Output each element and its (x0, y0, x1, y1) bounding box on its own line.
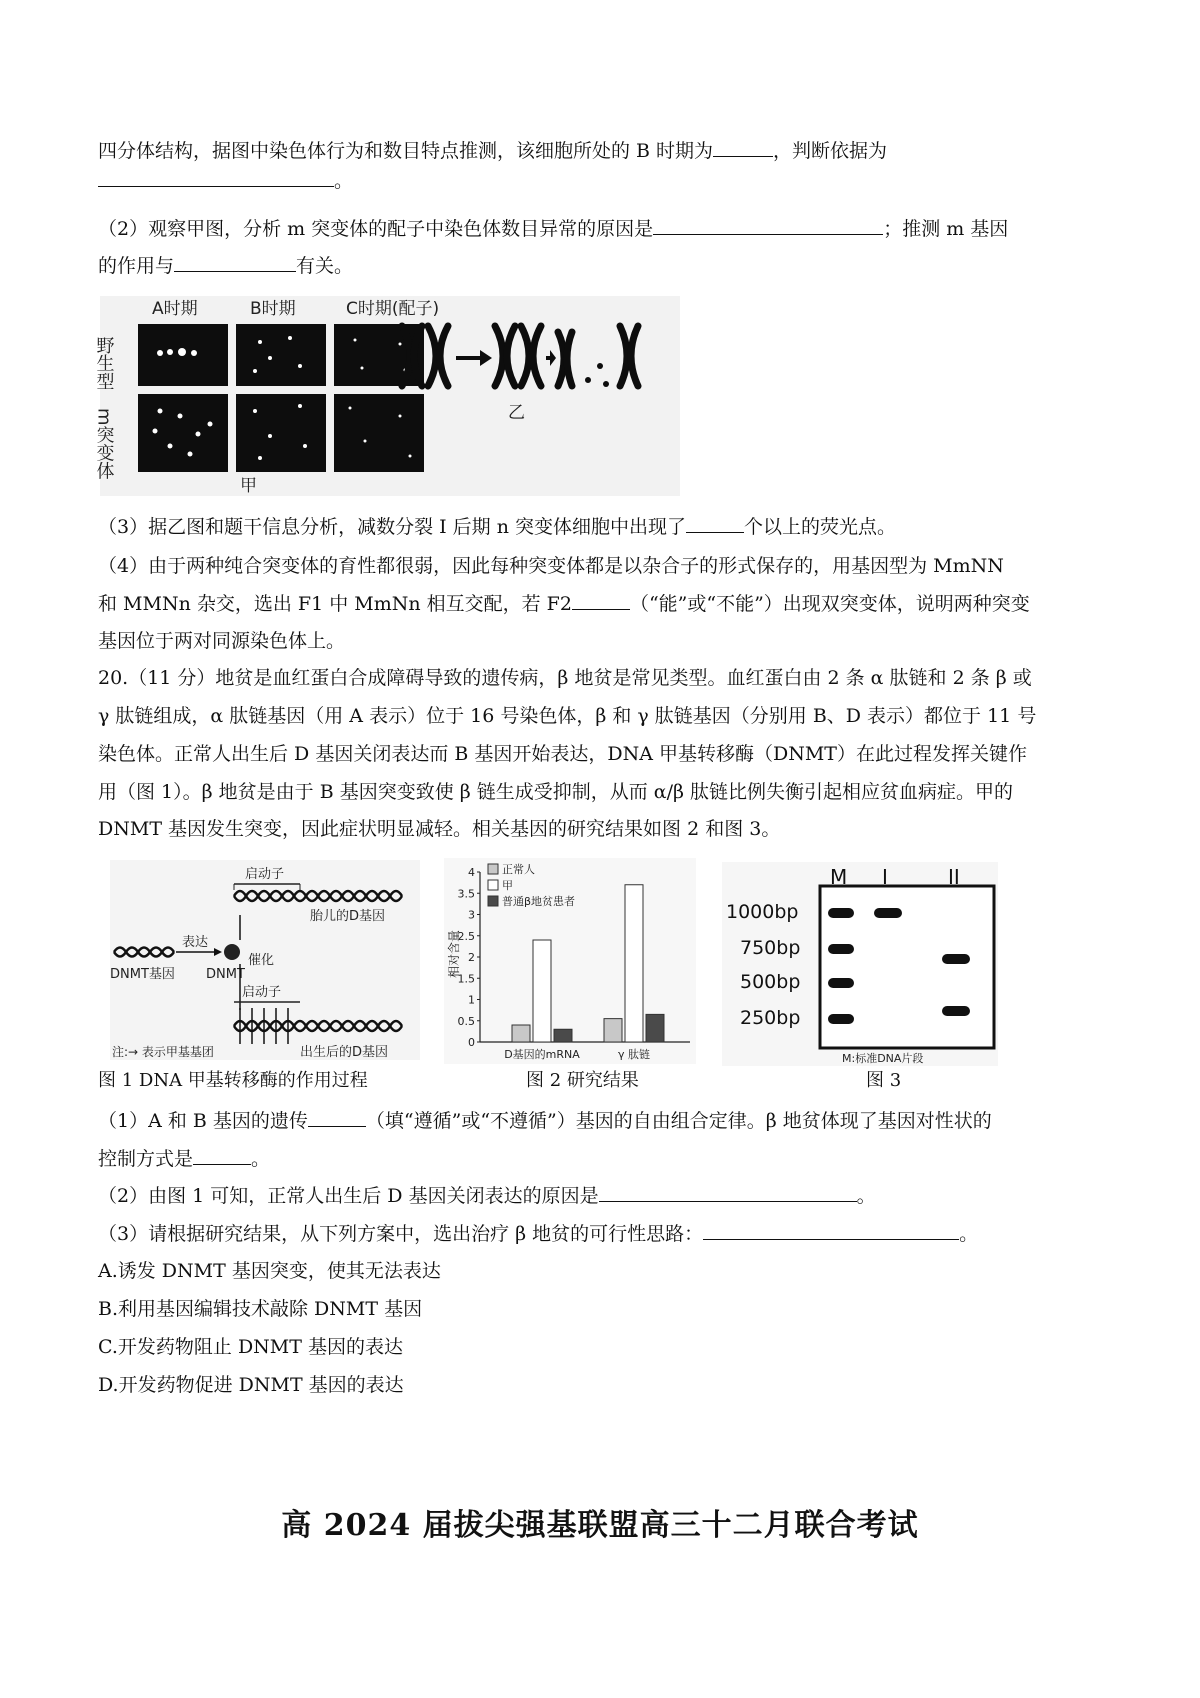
col-label-b: B时期 (250, 299, 296, 319)
fig1-dnmt: DNMT (206, 967, 245, 982)
q20-sub1-b-text: 控制方式是 (98, 1148, 194, 1170)
q20-sub1-text: （1）A 和 B 基因的遗传 (98, 1110, 308, 1132)
q19-line-b (98, 166, 1118, 195)
q20-stem-line-3: 染色体。正常人出生后 D 基因关闭表达而 B 基因开始表达，DNA 甲基转移酶（DNMT）在此过程发挥关键作 (98, 743, 1027, 765)
q19-part3 (98, 512, 1118, 541)
fig1-promoter-bottom: 启动子 (242, 985, 282, 1000)
answer-blank[interactable] (599, 1181, 857, 1202)
chart-x-tick-label: γ 肽链 (617, 1048, 651, 1061)
q19-part4-line-c (98, 627, 1118, 655)
panel-mutant-a (138, 394, 228, 472)
q20-sub1-line-a (98, 1106, 1118, 1135)
gel-band-m-500 (828, 978, 854, 988)
gel-band-m-250 (828, 1014, 854, 1024)
gel-note: M:标准DNA片段 (842, 1052, 924, 1065)
q20-option-a: A.诱发 DNMT 基因突变，使其无法表达 (98, 1260, 441, 1282)
q20-option-d: D.开发药物促进 DNMT 基因的表达 (98, 1374, 404, 1396)
q20-stem-line-1: 20.（11 分）地贫是血红蛋白合成障碍导致的遗传病，β 地贫是常见类型。血红蛋白由 2 条 α 肽链和 2 条 β 或 (98, 667, 1032, 689)
chart-bar-2-2 (625, 885, 643, 1042)
chart-ylabel: 相对含量 (447, 929, 461, 978)
figure-label-yi: 乙 (508, 403, 525, 423)
q20-option-c: C.开发药物阻止 DNMT 基因的表达 (98, 1336, 403, 1358)
col-label-a: A时期 (152, 299, 198, 319)
fig1-postnatal-d-gene: 出生后的D基因 (300, 1045, 389, 1060)
chart-bar-1-1 (512, 1025, 530, 1042)
q20-sub2-text: （2）由图 1 可知，正常人出生后 D 基因关闭表达的原因是 (98, 1185, 599, 1207)
gel-size-500: 500bp (740, 971, 801, 993)
gel-size-250: 250bp (740, 1007, 801, 1029)
gel-lane-m: M (830, 865, 848, 889)
answer-blank[interactable] (98, 166, 334, 187)
chart-y-tick-label: 3 (468, 908, 475, 922)
q19-part2-b-end: 有关。 (296, 255, 354, 277)
chart-legend-swatch (488, 880, 498, 890)
chart-y-tick-label: 3.5 (457, 887, 475, 901)
chart-bar-1-2 (604, 1019, 622, 1042)
exam-title-footer: 高 2024 届拔尖强基联盟高三十二月联合考试 (281, 1508, 919, 1543)
answer-blank[interactable] (653, 214, 883, 235)
chart-y-tick-label: 0 (468, 1036, 475, 1049)
q19-part2-text: （2）观察甲图，分析 m 突变体的配子中染色体数目异常的原因是 (98, 218, 654, 240)
q20-sub2-end: 。 (856, 1185, 876, 1207)
chart-y-tick-label: 2.5 (457, 929, 475, 943)
q20-sub1-line-b (98, 1144, 1118, 1173)
q19-part4-text-b: 和 MMNn 杂交，选出 F1 中 MmNn 相互交配，若 F2 (98, 593, 572, 615)
fig1-catalyze: 催化 (248, 953, 275, 968)
q19-part3-text: （3）据乙图和题干信息分析，减数分裂 I 后期 n 突变体细胞中出现了 (98, 516, 686, 538)
gel-band-2-700 (942, 954, 970, 964)
q20-stem-line-2: γ 肽链组成，α 肽链基因（用 A 表示）位于 16 号染色体，β 和 γ 肽链基因（分别用 B、D 表示）都位于 11 号 (98, 705, 1037, 727)
q19-line-b-end: 。 (334, 170, 354, 192)
fig1-note: 注:→ 表示甲基基团 (112, 1045, 214, 1059)
panel-wild-b (236, 324, 326, 386)
chart-legend-swatch (488, 896, 498, 906)
chart-legend-label: 正常人 (502, 863, 535, 876)
q19-part4-text-c: 基因位于两对同源染色体上。 (98, 630, 346, 652)
chart-y-tick-label: 0.5 (457, 1014, 475, 1028)
q19-part4-text-a: （4）由于两种纯合突变体的育性都很弱，因此每种突变体都是以杂合子的形式保存的，用基因型为 MmNN (98, 555, 1004, 577)
q19-line-a (98, 136, 1118, 165)
chart-bar-2-1 (533, 940, 551, 1042)
gel-band-m-750 (828, 944, 854, 954)
chart-y-tick-label: 2 (468, 951, 475, 964)
fig1-fetal-d-gene: 胎儿的D基因 (310, 909, 386, 924)
chart-y-tick-label: 4 (468, 866, 475, 879)
chart-bar-3-1 (554, 1029, 572, 1042)
q20-sub2 (98, 1181, 1118, 1210)
answer-blank[interactable] (713, 136, 773, 157)
q19-part4-line-a (98, 552, 1118, 580)
fig1-dnmt-gene: DNMT基因 (110, 967, 175, 982)
gel-band-1-1000 (874, 908, 902, 918)
chart-legend-label: 普通β地贫患者 (502, 895, 576, 908)
figure-1-dnmt-process (110, 860, 420, 1060)
chart-y-tick-label: 1 (468, 993, 475, 1007)
answer-blank[interactable] (308, 1106, 366, 1127)
q19-part2-line-b (98, 251, 1118, 280)
figure-1-caption: 图 1 DNA 甲基转移酶的作用过程 (98, 1070, 368, 1091)
gel-size-750: 750bp (740, 937, 801, 959)
answer-blank[interactable] (193, 1144, 251, 1165)
answer-blank[interactable] (686, 512, 744, 533)
chart-legend-label: 甲 (502, 879, 513, 892)
col-label-c: C时期(配子) (346, 299, 440, 319)
fig1-express: 表达 (182, 935, 209, 950)
row-label-mutant: m突变体 (93, 408, 115, 480)
answer-blank[interactable] (703, 1219, 959, 1240)
q19-part2-line-a (98, 214, 1118, 243)
row-label-wild: 野生型 (93, 336, 115, 390)
answer-blank[interactable] (572, 589, 630, 610)
q20-sub3-text: （3）请根据研究结果，从下列方案中，选出治疗 β 地贫的可行性思路： (98, 1223, 704, 1245)
figure-3-gel (722, 862, 998, 1066)
gel-band-m-1000 (828, 908, 854, 918)
q20-stem-line-4: 用（图 1）。β 地贫是由于 B 基因突变致使 β 链生成受抑制，从而 α/β 肽链比例失衡引起相应贫血病症。甲的 (98, 781, 1014, 803)
q19-part2-b-text: 的作用与 (98, 255, 175, 277)
gel-band-2-300 (942, 1006, 970, 1016)
chart-legend-swatch (488, 864, 498, 874)
q20-sub1-b-end: 。 (251, 1148, 271, 1170)
figure-jia-yi (93, 296, 680, 496)
answer-blank[interactable] (174, 251, 296, 272)
q20-sub1-end: （填“遵循”或“不遵循”）基因的自由组合定律。β 地贫体现了基因对性状的 (365, 1110, 992, 1132)
gel-lane-2: II (948, 865, 960, 889)
q19-part4-line-b (98, 589, 1118, 618)
figure-2-caption: 图 2 研究结果 (526, 1070, 639, 1091)
gel-size-1000: 1000bp (726, 901, 799, 923)
chart-bar-3-2 (646, 1014, 664, 1042)
panel-mutant-b (236, 394, 326, 472)
fig1-promoter-top: 启动子 (245, 867, 285, 882)
q19-line-a-end: ，判断依据为 (773, 140, 888, 162)
q19-line-a-text: 四分体结构，据图中染色体行为和数目特点推测，该细胞所处的 B 时期为 (98, 140, 714, 162)
q19-part4-text-b-end: （“能”或“不能”）出现双突变体，说明两种突变 (629, 593, 1030, 615)
figure-label-jia: 甲 (240, 476, 257, 496)
q20-option-b: B.利用基因编辑技术敲除 DNMT 基因 (98, 1298, 423, 1320)
chart-y-tick-label: 1.5 (457, 972, 475, 986)
q20-stem-line-5: DNMT 基因发生突变，因此症状明显减轻。相关基因的研究结果如图 2 和图 3。 (98, 818, 781, 840)
figure-3-caption: 图 3 (866, 1070, 902, 1091)
panel-mutant-c (334, 394, 424, 472)
q19-part2-end: ；推测 m 基因 (883, 218, 1009, 240)
q20-sub3 (98, 1219, 1118, 1248)
q20-sub3-end: 。 (959, 1223, 979, 1245)
figure-2-bar-chart (444, 858, 696, 1064)
gel-lane-1: I (882, 865, 888, 889)
chart-x-tick-label: D基因的mRNA (504, 1048, 580, 1061)
q19-part3-end: 个以上的荧光点。 (744, 516, 897, 538)
